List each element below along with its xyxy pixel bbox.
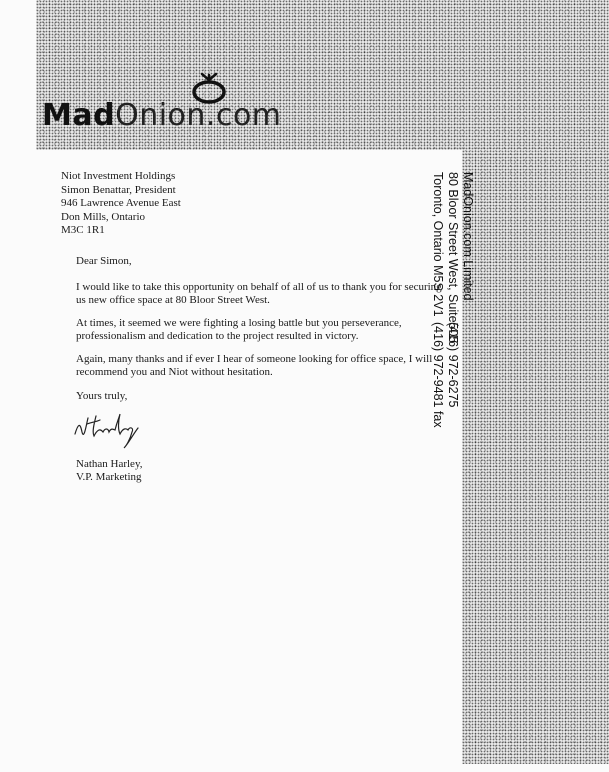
recipient-city: Don Mills, Ontario xyxy=(61,210,146,223)
sender-company-row xyxy=(460,172,475,422)
sender-city-row xyxy=(430,172,445,428)
handwritten-signature xyxy=(72,410,152,450)
salutation: Dear Simon, xyxy=(76,255,132,267)
recipient-company: Niot Investment Holdings xyxy=(61,170,176,182)
logo-wordmark: MadOnion.com xyxy=(42,98,282,133)
recipient-postal: M3C 1R1 xyxy=(61,224,105,236)
sender-company: MadOnion.com Limited xyxy=(461,172,475,301)
sender-contact-block xyxy=(430,172,475,428)
signer-title: V.P. Marketing xyxy=(76,470,142,483)
letter-paragraph-3: Again, many thanks and if ever I hear of someone looking for office space, I will recommend you and Niot without hesitation. xyxy=(76,353,433,378)
letter-paragraph-2: At times, it seemed we were fighting a losing battle but you perseverance, professionalism and dedication to the project resulted in victory. xyxy=(76,317,402,342)
sender-fax: (416) 972-9481 fax xyxy=(431,322,445,428)
recipient-street: 946 Lawrence Avenue East xyxy=(61,197,181,209)
letterhead-side-band xyxy=(462,150,609,764)
closing: Yours truly, xyxy=(76,390,128,402)
sender-city: Toronto, Ontario M5S 2V1 xyxy=(431,172,445,317)
recipient-address xyxy=(61,170,181,238)
recipient-name: Simon Benattar, President xyxy=(61,183,176,196)
sender-phone: (416) 972-6275 xyxy=(446,322,460,408)
letter-paragraph-1: I would like to take this opportunity on behalf of all of us to thank you for securing us new office space at 80 Bloor Street West. xyxy=(76,281,442,306)
signer-name: Nathan Harley, xyxy=(76,458,143,470)
sender-street-row xyxy=(445,172,460,422)
signer-block xyxy=(76,458,142,483)
sender-street: 80 Bloor Street West, Suite505 xyxy=(446,172,460,344)
